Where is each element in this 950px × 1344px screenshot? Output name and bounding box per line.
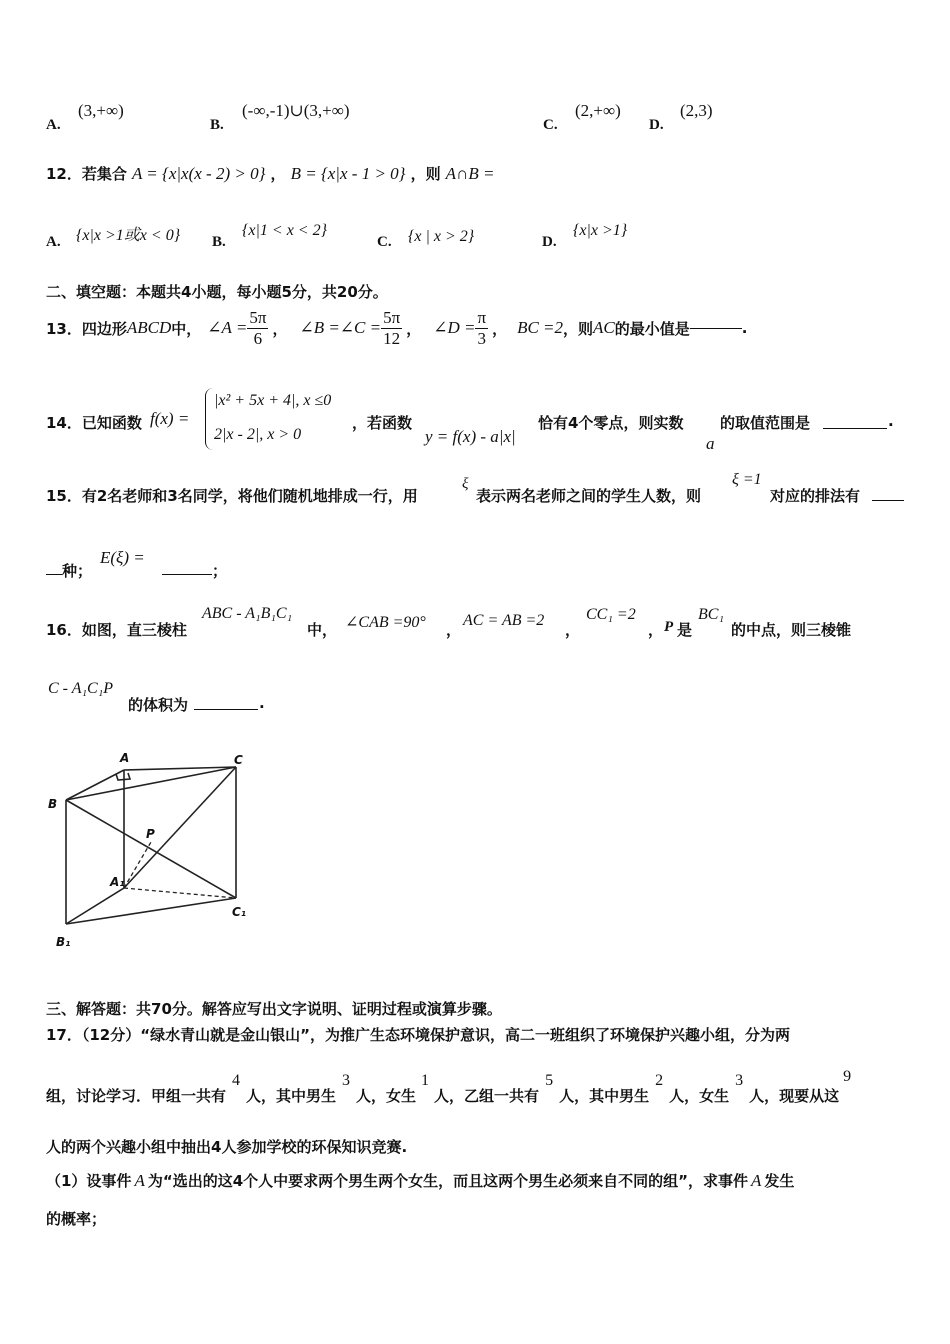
q17-event: A [134,1171,145,1190]
q13-suffix1: ，则 [563,319,594,338]
q16-p: P [664,619,674,635]
q16-pyramid: C - A₁C₁P [48,680,114,697]
q14-mid: ，若函数 [352,414,413,432]
q16-text3: 是 [677,621,693,639]
label-b1: B₁ [56,935,71,949]
section-2-title: 二、填空题：本题共4小题，每小题5分，共20分。 [46,283,388,301]
q12-option-d-label: D. [542,234,557,250]
q14-case-1: |x² + 5x + 4|, x ≤0 [214,392,332,409]
q11-option-d-value: (2,3) [680,101,713,120]
q17-line2-a: 组，讨论学习．甲组一共有 [46,1087,227,1105]
q12-option-c-value: {x | x > 2} [408,228,475,245]
edge-b1a1 [66,888,124,924]
q12-option-b-value: {x|1 < x < 2} [242,222,327,239]
q16-ac-ab: AC = AB =2 [463,612,545,629]
q17-line1 [46,1024,790,1045]
q17-part1-c: 发生 [764,1172,795,1190]
q16-end: . [259,694,265,712]
q11-option-c-label: C. [543,117,558,133]
q14-suffix: 恰有4个零点，则实数 [538,414,684,432]
q17-line1-text: “绿水青山就是金山银山”，为推广生态环境保护意识，高二一班组织了环境保护兴趣小组，分为两 [140,1026,790,1044]
q15-line2-end: ； [212,562,228,580]
q14-answer-blank[interactable] [823,428,887,429]
q12-stem [46,163,494,184]
q17-line2-b: 人，其中男生 [246,1087,337,1105]
q17-line2-g: 人，现要从这 [749,1087,840,1105]
q15-line2-prefix: 种； [62,562,93,580]
q16-line1-start [46,619,187,640]
q14-case-2: 2|x - 2|, x > 0 [214,426,302,443]
q14-a: a [706,434,715,453]
q17-line3: 人的两个兴趣小组中抽出4人参加学校的环保知识竞赛. [46,1138,408,1156]
q13: 13． 四边形 ABCD 中， ∠A = $\frac{5\pi}{6}$ ， ∠B =∠C = $\frac{5\pi}{12}$ ， ∠D = $\frac{\pi}{3}$ ， BC =2 ，则 AC 的最小值是 . [46,307,748,348]
q16-answer-blank[interactable] [194,709,258,710]
q13-angle-a-num: 5π [249,307,267,327]
q17-n5: 5 [545,1072,554,1089]
q12-set-a: A = {x|x(x - 2) > 0} [131,164,266,183]
q13-angle-bc-num: 5π [383,307,401,327]
q15-answer-blank-2[interactable] [162,574,212,575]
q13-angle-a-fraction [247,308,268,349]
q14-end: . [888,412,894,430]
q11-option-d-label: D. [649,117,664,133]
q15-answer-blank-1b[interactable] [46,574,62,575]
q14-number: 14． [46,414,82,432]
q11-option-a-value: (3,+∞) [78,101,124,120]
q15-line1 [46,485,418,506]
q16-angle: ∠CAB =90° [345,614,426,631]
q17-part1-b: 为“选出的这4个人中要求两个男生两个女生，而且这两个男生必须来自不同的组”，求事件 [147,1172,749,1190]
q12-option-c-label: C. [377,234,392,250]
q16-number: 16． [46,621,82,639]
section-3-title: 三、解答题：共70分。解答应写出文字说明、证明过程或演算步骤。 [46,1000,502,1018]
q11-option-b-value: (-∞,-1)∪(3,+∞) [242,101,350,120]
q17-n4: 4 [232,1072,241,1089]
q14-number-prefix [46,412,142,433]
q13-angle-d: ∠D = [433,318,476,337]
q12-number: 12． [46,165,82,183]
q11-option-c-value: (2,+∞) [575,101,621,120]
label-p: P [146,827,155,841]
q13-ac: AC [593,318,615,337]
label-a1: A₁ [110,875,125,889]
q13-shape: ABCD [126,318,172,337]
q15-xi: ξ [462,476,469,492]
q17-part1-line2: 的概率； [46,1210,107,1228]
q12-set-b: B = {x|x - 1 > 0} [290,164,406,183]
q13-angle-d-num: π [477,307,487,327]
label-b: B [48,797,58,811]
q11-option-a-label: A. [46,117,61,133]
q16-text2: 中， [307,621,338,639]
q17-part1-a: （1）设事件 [46,1172,132,1190]
q13-mid: 中， [171,319,202,338]
right-angle-mark [116,773,130,780]
q14-g: y = f(x) - a|x| [425,427,516,446]
q13-angle-a-den: 6 [253,328,263,348]
q12-expr: A∩B = [445,164,495,183]
q13-angle-bc-fraction [381,308,402,349]
q13-bc: BC =2 [517,318,564,337]
q12-option-a-value: {x|x >1或x < 0} [76,227,181,244]
q13-end: . [741,319,748,337]
q16-cc1: CC₁ =2 [586,606,636,623]
q17-part1-line1 [46,1170,794,1191]
q15-xi-eq: ξ =1 [732,471,762,488]
label-a: A [120,751,130,765]
q14-fx: f(x) = [150,409,190,428]
q13-angle-d-den: 3 [477,328,487,348]
q16-text4: 的中点，则三棱锥 [731,621,852,639]
edge-bc1 [66,800,236,898]
q15-number: 15． [46,487,82,505]
prism-figure [40,748,270,958]
q17-n1: 1 [421,1072,430,1089]
q16-bc1: BC₁ [698,606,725,623]
q12-option-b-label: B. [212,234,226,250]
q13-angle-a: ∠A = [207,318,248,337]
q17-line2 [46,1068,852,1106]
q13-angle-bc-den: 12 [383,328,401,348]
q12-suffix: ，则 [410,165,441,183]
q16-prism: ABC - A₁B₁C₁ [202,605,293,622]
q14-suffix2: 的取值范围是 [720,414,811,432]
q17-line2-e: 人，其中男生 [559,1087,650,1105]
q16-text1: 如图，直三棱柱 [81,621,187,639]
q17-line2-d: 人，乙组一共有 [434,1087,540,1105]
q17-line2-f: 人，女生 [669,1087,730,1105]
q11-option-b-label: B. [210,117,224,133]
q17-n3b: 3 [735,1072,744,1089]
q12-option-a-label: A. [46,234,61,250]
edge-a1c1-hidden [124,888,236,898]
q15-text3: 对应的排法有 [770,487,861,505]
q17-n2: 2 [655,1072,664,1089]
q17-score: （12分） [81,1026,141,1044]
q13-prefix: 四边形 [81,319,127,338]
q17-event2: A [751,1171,762,1190]
q15-text2: 表示两名老师之间的学生人数，则 [476,487,702,505]
q13-angle-d-fraction [475,308,488,349]
q12-option-d-value: {x|x >1} [573,222,628,239]
q15-answer-blank-1a[interactable] [872,500,904,501]
q13-answer-blank[interactable] [690,328,742,329]
edge-ba [66,770,124,800]
q16-text5: 的体积为 [128,696,189,714]
q12-comma: ， [270,165,286,183]
edge-b1c1 [66,898,236,924]
q13-suffix2: 的最小值是 [614,319,690,338]
q17-n3: 3 [342,1072,351,1089]
q13-angle-bc: ∠B =∠C = [299,318,382,337]
label-c: C [234,753,243,767]
label-c1: C₁ [232,905,247,919]
edge-a1p-hidden [124,842,151,888]
q12-prefix: 若集合 [81,165,127,183]
q15-expectation: E(ξ) = [100,548,145,567]
q17-line2-c: 人，女生 [356,1087,417,1105]
q17-number: 17． [46,1026,82,1044]
q17-n9: 9 [843,1068,852,1085]
q13-number: 13． [46,319,82,338]
q15-text1: 有2名老师和3名同学，将他们随机地排成一行，用 [81,487,418,505]
q14-prefix: 已知函数 [81,414,142,432]
